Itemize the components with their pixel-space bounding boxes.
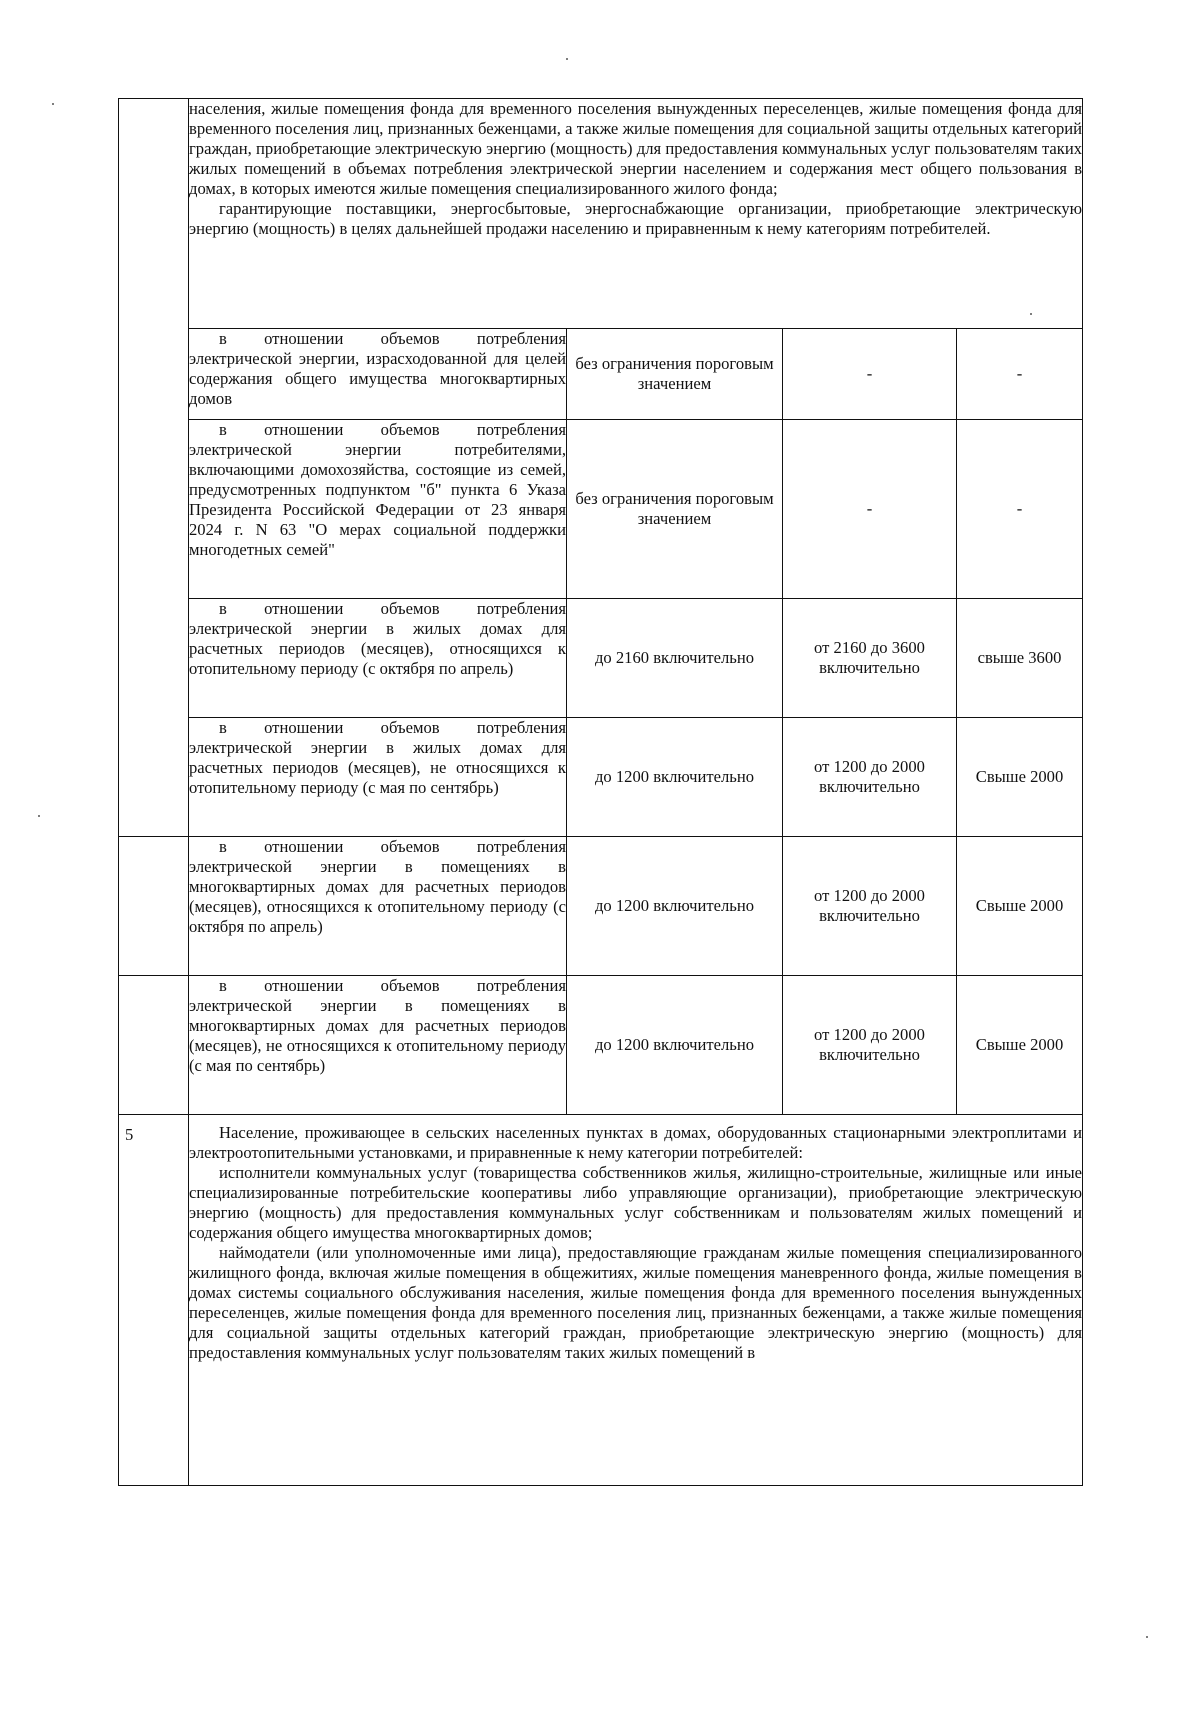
row-description: в отношении объемов потребления электрической энергии в жилых домах для расчетных периодов (месяцев), не относящихся к отопительному периоду (с мая по сентябрь) <box>189 718 567 837</box>
scan-speck <box>38 815 40 817</box>
intro-paragraph: населения, жилые помещения фонда для временного поселения вынужденных переселенцев, жилые помещения фонда для временного поселения лиц, признанных беженцами, а также жилые помещения для социальной защиты отдельных категорий граждан, приобретающие электрическую энергию (мощность) для предоставления коммунальных услуг пользователям таких жилых помещений в объемах потребления электрической энергии населением и содержания мест общего пользования в домах, в которых имеются жилые помещения специализированного жилого фонда; <box>189 99 1083 198</box>
scan-speck <box>566 58 568 60</box>
threshold-high: Свыше 2000 <box>957 976 1083 1115</box>
row-description: в отношении объемов потребления электрической энергии потребителями, включающими домохозяйства, состоящие из семей, предусмотренных подпунктом "б" пункта 6 Указа Президента Российской Федерации от 23 января 2024 г. N 63 "О мерах социальной поддержки многодетных семей" <box>189 420 567 599</box>
threshold-mid: от 1200 до 2000 включительно <box>783 837 957 976</box>
table-row <box>119 420 1083 599</box>
threshold-high: Свыше 2000 <box>957 718 1083 837</box>
row-description: в отношении объемов потребления электрической энергии в помещениях в многоквартирных домах для расчетных периодов (месяцев), относящихся к отопительному периоду (с октября по апрель) <box>189 837 567 976</box>
row-number-cell <box>119 599 189 718</box>
row-number-cell <box>119 837 189 976</box>
item-5-paragraph: наймодатели (или уполномоченные ими лица), предоставляющие гражданам жилые помещения специализированного жилищного фонда, включая жилые помещения в общежитиях, жилые помещения маневренного фонда, жилые помещения в домах системы социального обслуживания населения, жилые помещения фонда для временного поселения вынужденных переселенцев, жилые помещения фонда для временного поселения лиц, признанных беженцами, а также жилые помещения для социальной защиты отдельных категорий граждан, приобретающие электрическую энергию (мощность) для предоставления коммунальных услуг пользователям таких жилых помещений в <box>189 1243 1083 1362</box>
row-description: в отношении объемов потребления электрической энергии, израсходованной для целей содержания общего имущества многоквартирных домов <box>189 329 567 420</box>
row-number-cell <box>119 718 189 837</box>
item-5-row <box>119 1115 1083 1486</box>
threshold-mid: от 2160 до 3600 включительно <box>783 599 957 718</box>
threshold-mid: от 1200 до 2000 включительно <box>783 976 957 1115</box>
intro-paragraph: гарантирующие поставщики, энергосбытовые, энергоснабжающие организации, приобретающие электрическую энергию (мощность) в целях дальнейшей продажи населению и приравненным к нему категориям потребителей. <box>189 199 1083 238</box>
tariff-table <box>118 98 1083 1486</box>
row-number-cell <box>119 99 189 329</box>
row-description: в отношении объемов потребления электрической энергии в помещениях в многоквартирных домах для расчетных периодов (месяцев), не относящихся к отопительному периоду (с мая по сентябрь) <box>189 976 567 1115</box>
table-row <box>119 837 1083 976</box>
item-number: 5 <box>119 1115 189 1486</box>
threshold-mid: - <box>783 420 957 599</box>
row-number-cell <box>119 976 189 1115</box>
intro-text-cell <box>189 99 1083 329</box>
threshold-mid: - <box>783 329 957 420</box>
threshold-high: свыше 3600 <box>957 599 1083 718</box>
row-description: в отношении объемов потребления электрической энергии в жилых домах для расчетных периодов (месяцев), относящихся к отопительному периоду (с октября по апрель) <box>189 599 567 718</box>
row-number-cell <box>119 329 189 420</box>
intro-row <box>119 99 1083 329</box>
threshold-low: без ограничения пороговым значением <box>567 329 783 420</box>
item-5-paragraph: исполнители коммунальных услуг (товарищества собственников жилья, жилищно-строительные, жилищные или иные специализированные потребительские кооперативы либо управляющие организации), приобретающие электрическую энергию (мощность) для предоставления коммунальных услуг собственникам и пользователям жилых помещений и содержания общего имущества многоквартирных домов; <box>189 1163 1083 1242</box>
table-row <box>119 329 1083 420</box>
threshold-high: - <box>957 329 1083 420</box>
scan-speck <box>1030 313 1032 315</box>
threshold-high: Свыше 2000 <box>957 837 1083 976</box>
threshold-low: до 1200 включительно <box>567 976 783 1115</box>
table-row <box>119 718 1083 837</box>
scan-speck <box>1146 1636 1148 1638</box>
threshold-low: до 1200 включительно <box>567 837 783 976</box>
table-row <box>119 599 1083 718</box>
item-5-paragraph: Население, проживающее в сельских населенных пунктах в домах, оборудованных стационарными электроплитами и электроотопительными установками, и приравненные к нему категории потребителей: <box>189 1123 1083 1162</box>
threshold-low: до 1200 включительно <box>567 718 783 837</box>
scan-speck <box>52 103 54 105</box>
table-row <box>119 976 1083 1115</box>
threshold-mid: от 1200 до 2000 включительно <box>783 718 957 837</box>
row-number-cell <box>119 420 189 599</box>
threshold-low: до 2160 включительно <box>567 599 783 718</box>
item-5-text-cell <box>189 1115 1083 1486</box>
threshold-low: без ограничения пороговым значением <box>567 420 783 599</box>
threshold-high: - <box>957 420 1083 599</box>
